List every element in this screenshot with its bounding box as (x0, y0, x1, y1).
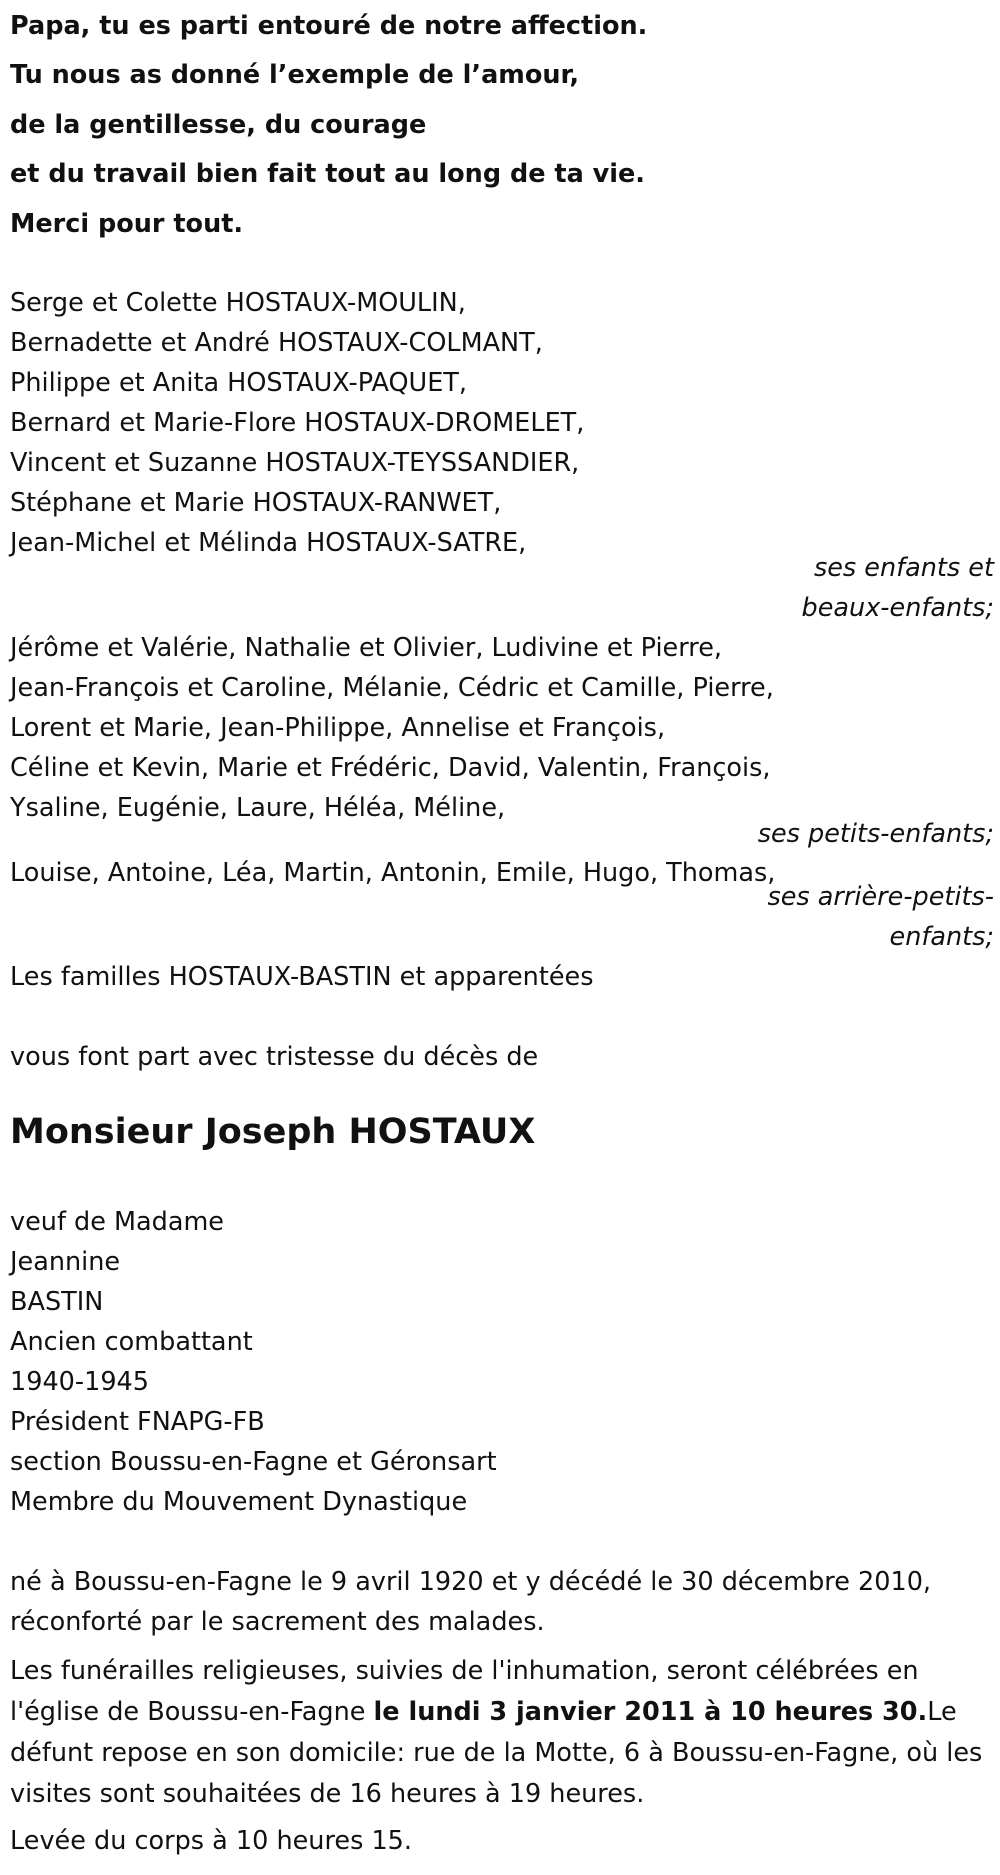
tribute-line: Merci pour tout. (10, 209, 244, 239)
great-grandchildren-label: ses arrière-petits- (767, 882, 994, 912)
grandchildren-line: Jérôme et Valérie, Nathalie et Olivier, Ludivine et Pierre, (10, 633, 722, 663)
families-line: Les familles HOSTAUX-BASTIN et apparentées (10, 962, 594, 992)
children-line: Bernard et Marie-Flore HOSTAUX-DROMELET, (10, 408, 585, 438)
great-grandchildren-line: Louise, Antoine, Léa, Martin, Antonin, Emile, Hugo, Thomas, (10, 858, 776, 888)
detail-line: section Boussu-en-Fagne et Géronsart (10, 1447, 497, 1477)
detail-line: veuf de Madame (10, 1207, 224, 1237)
children-line: Philippe et Anita HOSTAUX-PAQUET, (10, 368, 467, 398)
children-line: Vincent et Suzanne HOSTAUX-TEYSSANDIER, (10, 448, 580, 478)
detail-line: 1940-1945 (10, 1367, 149, 1397)
detail-line: BASTIN (10, 1287, 104, 1317)
tribute-line: Tu nous as donné l’exemple de l’amour, (10, 60, 580, 90)
grandchildren-line: Lorent et Marie, Jean-Philippe, Annelise et François, (10, 713, 666, 743)
funeral-intro: Les funérailles religieuses, suivies de l'inhumation, seront célébrées en l'église de Boussu-en-Fagne (10, 1656, 919, 1727)
grandchildren-label: ses petits-enfants; (757, 819, 994, 849)
detail-line: Ancien combattant (10, 1327, 253, 1357)
children-line: Bernadette et André HOSTAUX-COLMANT, (10, 328, 543, 358)
grandchildren-line: Jean-François et Caroline, Mélanie, Cédric et Camille, Pierre, (10, 673, 774, 703)
grandchildren-line: Céline et Kevin, Marie et Frédéric, David, Valentin, François, (10, 753, 771, 783)
children-label: beaux-enfants; (801, 593, 994, 623)
funeral-datetime: le lundi 3 janvier 2011 à 10 heures 30. (373, 1697, 928, 1727)
funeral-rest: Le défunt repose en son domicile: rue de la Motte, 6 à Boussu-en-Fagne, où les visites sont souhaitées de 16 heures à 19 heures. (10, 1697, 983, 1809)
tribute-line: de la gentillesse, du courage (10, 110, 427, 140)
great-grandchildren-label: enfants; (889, 922, 994, 952)
detail-line: Membre du Mouvement Dynastique (10, 1487, 468, 1517)
children-label: ses enfants et (813, 553, 994, 583)
grandchildren-line: Ysaline, Eugénie, Laure, Héléa, Méline, (10, 793, 506, 823)
announcement-line: vous font part avec tristesse du décès de (10, 1042, 539, 1072)
deceased-name: Monsieur Joseph HOSTAUX (10, 1112, 536, 1152)
birth-death-paragraph: né à Boussu-en-Fagne le 9 avril 1920 et y décédé le 30 décembre 2010, réconforté par le sacrement des malades. (10, 1567, 932, 1637)
children-line: Serge et Colette HOSTAUX-MOULIN, (10, 288, 466, 318)
funeral-paragraph (10, 1651, 990, 1815)
children-line: Stéphane et Marie HOSTAUX-RANWET, (10, 488, 502, 518)
tribute-line: et du travail bien fait tout au long de ta vie. (10, 159, 645, 189)
levee-line: Levée du corps à 10 heures 15. (10, 1826, 413, 1856)
detail-line: Président FNAPG-FB (10, 1407, 265, 1437)
tribute-line: Papa, tu es parti entouré de notre affection. (10, 11, 648, 41)
detail-line: Jeannine (10, 1247, 121, 1277)
children-line: Jean-Michel et Mélinda HOSTAUX-SATRE, (10, 528, 527, 558)
